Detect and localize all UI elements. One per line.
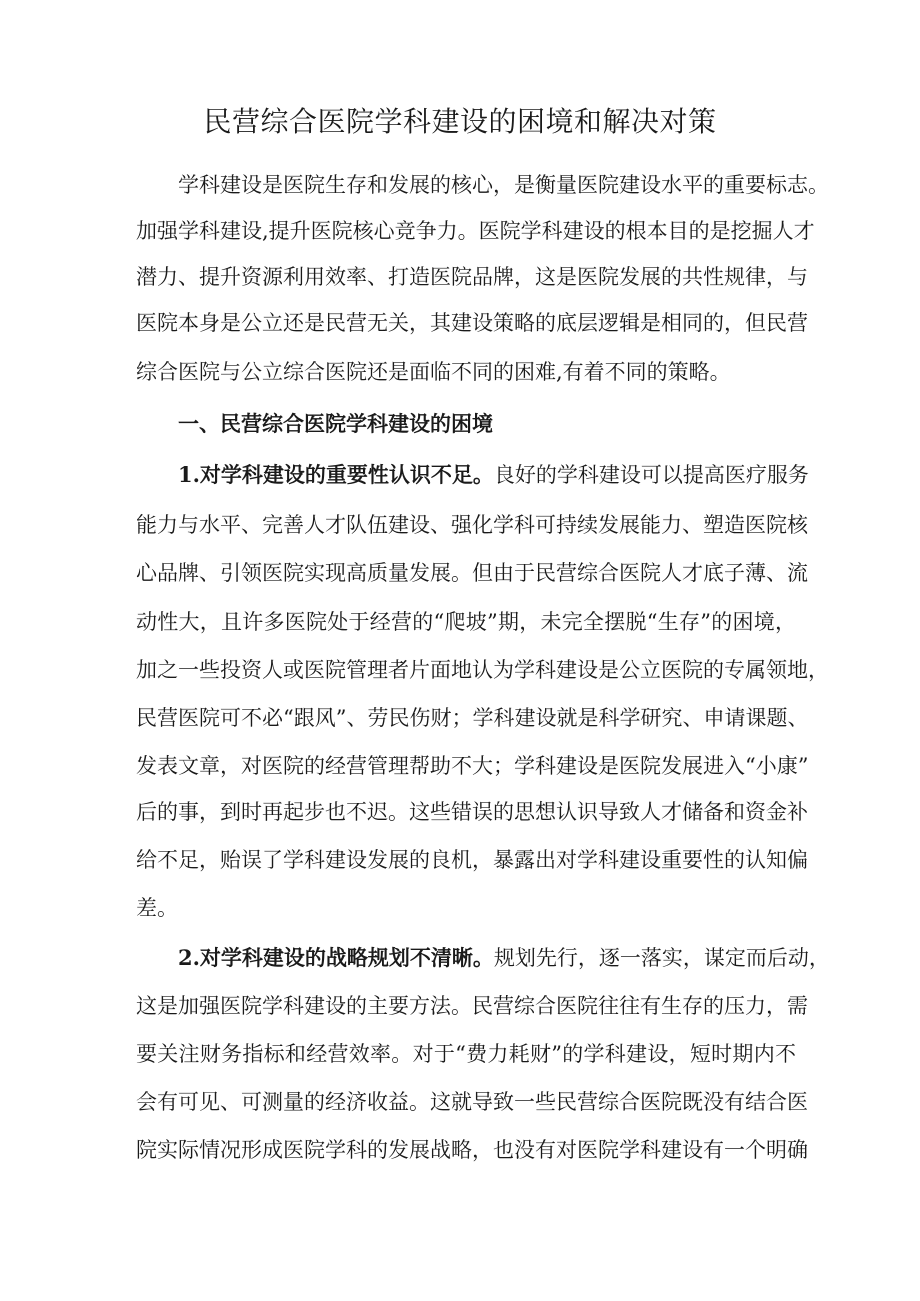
paragraph-2-line: 民营医院可不必“跟风”、劳民伤财；学科建设就是科学研究、申请课题、 [136,706,809,730]
paragraph-1-line: 潜力、提升资源利用效率、打造医院品牌，这是医院发展的共性规律，与 [136,265,808,289]
paragraph-2-line: 后的事，到时再起步也不迟。这些错误的思想认识导致人才储备和资金补 [136,800,808,824]
paragraph-1-line: 医院本身是公立还是民营无关，其建设策略的底层逻辑是相同的，但民营 [136,311,808,335]
paragraph-2-line: 差。 [136,896,178,920]
paragraph-3-first-rest: 规划先行，逐一落实，谋定而后动， [493,946,830,970]
paragraph-3-lead: 2.对学科建设的战略规划不清晰。 [178,945,494,970]
paragraph-2-line: 加之一些投资人或医院管理者片面地认为学科建设是公立医院的专属领地， [136,658,829,682]
section-heading: 一、民营综合医院学科建设的困境 [178,411,493,436]
paragraph-2-lead: 1.对学科建设的重要性认识不足。 [178,462,494,487]
paragraph-3-line: 这是加强医院学科建设的主要方法。民营综合医院往往有生存的压力，需 [136,994,808,1018]
paragraph-3-line: 院实际情况形成医院学科的发展战略，也没有对医院学科建设有一个明确 [136,1138,808,1162]
paragraph-2-line: 心品牌、引领医院实现高质量发展。但由于民营综合医院人才底子薄、流 [136,561,808,585]
paragraph-1-line: 加强学科建设,提升医院核心竞争力。医院学科建设的根本目的是挖掘人才 [136,219,815,243]
paragraph-3-first-line [178,943,830,973]
paragraph-1-line: 学科建设是医院生存和发展的核心，是衡量医院建设水平的重要标志。 [178,173,829,197]
paragraph-2-first-rest: 良好的学科建设可以提高医疗服务 [493,463,809,487]
paragraph-3-line: 要关注财务指标和经营效率。对于“费力耗财”的学科建设，短时期内不 [136,1042,796,1066]
paragraph-2-line: 能力与水平、完善人才队伍建设、强化学科可持续发展能力、塑造医院核 [136,513,808,537]
paragraph-3-line: 会有可见、可测量的经济收益。这就导致一些民营综合医院既没有结合医 [136,1090,808,1114]
paragraph-1-line: 综合医院与公立综合医院还是面临不同的困难,有着不同的策略。 [136,360,731,384]
paragraph-2-line: 动性大，且许多医院处于经营的“爬坡”期，未完全摆脱“生存”的困境， [136,610,796,634]
paragraph-2-first-line [178,460,809,490]
paragraph-2-line: 发表文章，对医院的经营管理帮助不大；学科建设是医院发展进入“小康” [136,754,809,778]
paragraph-2-line: 给不足，贻误了学科建设发展的良机，暴露出对学科建设重要性的认知偏 [136,848,808,872]
document-title: 民营综合医院学科建设的困境和解决对策 [203,105,717,138]
